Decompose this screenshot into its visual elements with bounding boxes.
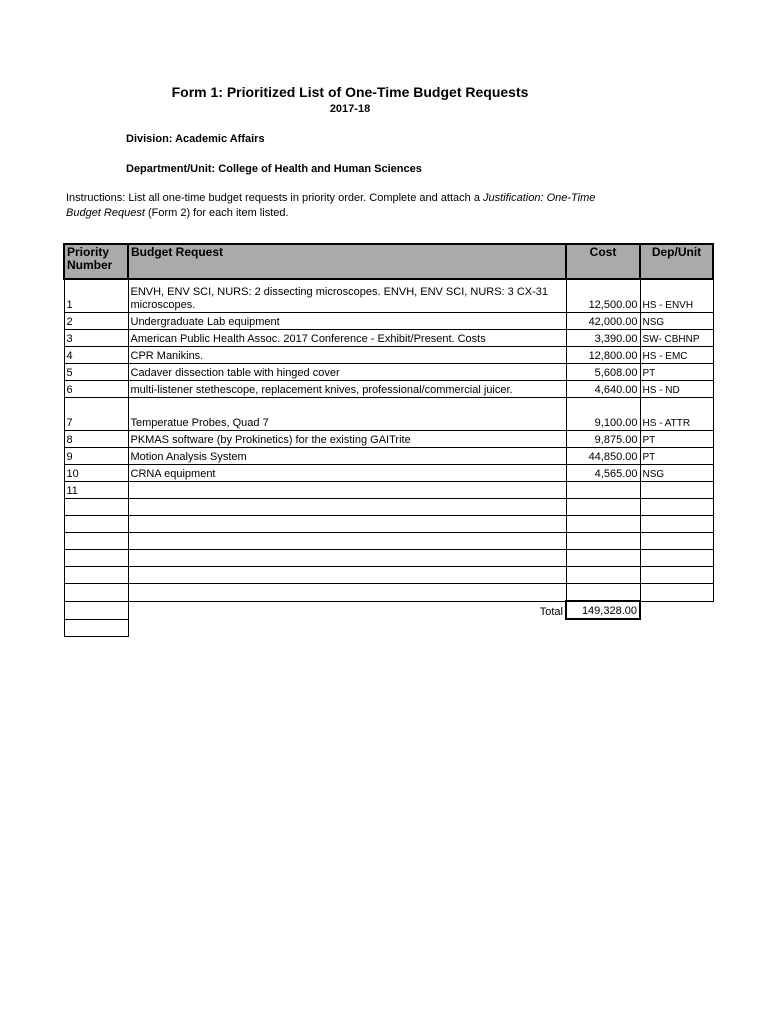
- request-cell: Temperatue Probes, Quad 7: [128, 398, 566, 431]
- cost-cell: [566, 516, 640, 533]
- instructions-form-reference: Justification: One-Time Budget Request: [66, 192, 596, 219]
- request-cell: multi-listener stethescope, replacement knives, professional/commercial juicer.: [128, 381, 566, 398]
- request-cell: Motion Analysis System: [128, 448, 566, 465]
- unit-cell: PT: [640, 364, 713, 381]
- cost-cell: 9,100.00: [566, 398, 640, 431]
- unit-cell: NSG: [640, 465, 713, 482]
- form-title: Form 1: Prioritized List of One-Time Budget Requests: [171, 84, 529, 100]
- priority-cell: 8: [64, 431, 128, 448]
- table-row-empty: [64, 516, 713, 533]
- unit-cell: [640, 567, 713, 584]
- priority-cell: [64, 567, 128, 584]
- table-row: [64, 465, 713, 482]
- priority-cell: 2: [64, 313, 128, 330]
- request-cell: [128, 567, 566, 584]
- table-row: [64, 381, 713, 398]
- request-cell: [128, 499, 566, 516]
- request-cell: CRNA equipment: [128, 465, 566, 482]
- table-row-empty: [64, 499, 713, 516]
- cost-cell: [566, 482, 640, 499]
- unit-cell: HS - ENVH: [640, 279, 713, 313]
- total-row: [64, 601, 713, 619]
- cost-cell: [566, 550, 640, 567]
- unit-cell: [640, 550, 713, 567]
- table-row: [64, 398, 713, 431]
- request-cell: [128, 516, 566, 533]
- total-value: 149,328.00: [566, 601, 640, 619]
- table-header-row: [64, 244, 713, 279]
- budget-request-table: [63, 243, 714, 637]
- cost-cell: [566, 533, 640, 550]
- request-cell: CPR Manikins.: [128, 347, 566, 364]
- trailing-row: [64, 619, 713, 636]
- table-row: [64, 279, 713, 313]
- fiscal-year: 2017-18: [329, 103, 371, 115]
- unit-cell: [640, 516, 713, 533]
- priority-cell: 11: [64, 482, 128, 499]
- total-label: Total: [539, 606, 563, 618]
- priority-cell: [64, 584, 128, 602]
- header-dep-unit: Dep/Unit: [640, 244, 713, 279]
- blank-cell: [640, 619, 713, 636]
- priority-cell: 1: [64, 279, 128, 313]
- priority-cell: 3: [64, 330, 128, 347]
- cost-cell: [566, 567, 640, 584]
- priority-cell: 4: [64, 347, 128, 364]
- header-cost: Cost: [566, 244, 640, 279]
- request-cell: [128, 482, 566, 499]
- cost-cell: [566, 499, 640, 516]
- blank-cell: [566, 619, 640, 636]
- table-row: [64, 313, 713, 330]
- blank-cell: [640, 601, 713, 619]
- division-label: Division: Academic Affairs: [126, 133, 265, 145]
- cost-cell: 12,800.00: [566, 347, 640, 364]
- request-cell: [128, 550, 566, 567]
- cost-cell: 42,000.00: [566, 313, 640, 330]
- cost-cell: 4,640.00: [566, 381, 640, 398]
- unit-cell: HS - ND: [640, 381, 713, 398]
- unit-cell: [640, 499, 713, 516]
- priority-cell: [64, 516, 128, 533]
- table-row: [64, 364, 713, 381]
- instructions-text-2: (Form 2) for each item listed.: [144, 207, 289, 219]
- cost-cell: 12,500.00: [566, 279, 640, 313]
- priority-cell: [64, 533, 128, 550]
- priority-cell: [64, 550, 128, 567]
- priority-cell: 9: [64, 448, 128, 465]
- table-row: [64, 448, 713, 465]
- request-cell: ENVH, ENV SCI, NURS: 2 dissecting microscopes. ENVH, ENV SCI, NURS: 3 CX-31 microscopes.: [128, 279, 566, 313]
- unit-cell: SW- CBHNP: [640, 330, 713, 347]
- table-row: [64, 482, 713, 499]
- cost-cell: 4,565.00: [566, 465, 640, 482]
- priority-cell: 6: [64, 381, 128, 398]
- cost-cell: 5,608.00: [566, 364, 640, 381]
- request-cell: PKMAS software (by Prokinetics) for the existing GAITrite: [128, 431, 566, 448]
- table-row-empty: [64, 584, 713, 602]
- request-cell: Undergraduate Lab equipment: [128, 313, 566, 330]
- unit-cell: PT: [640, 431, 713, 448]
- unit-cell: [640, 584, 713, 602]
- priority-cell: [64, 601, 128, 619]
- instructions-text-1: Instructions: List all one-time budget requests in priority order. Complete and attach a: [66, 192, 483, 204]
- priority-cell: 10: [64, 465, 128, 482]
- cost-cell: [566, 584, 640, 602]
- cost-cell: 3,390.00: [566, 330, 640, 347]
- unit-cell: HS - ATTR: [640, 398, 713, 431]
- table-row-empty: [64, 550, 713, 567]
- priority-cell: 7: [64, 398, 128, 431]
- table-row: [64, 347, 713, 364]
- department-label: Department/Unit: College of Health and Human Sciences: [126, 163, 422, 175]
- table-row: [64, 431, 713, 448]
- priority-cell: [64, 499, 128, 516]
- table-row: [64, 330, 713, 347]
- request-cell: [128, 533, 566, 550]
- unit-cell: [640, 533, 713, 550]
- priority-cell: [64, 619, 128, 636]
- header-priority-number: Priority Number: [64, 244, 128, 279]
- cost-cell: 9,875.00: [566, 431, 640, 448]
- cost-cell: 44,850.00: [566, 448, 640, 465]
- request-cell: [128, 584, 566, 602]
- unit-cell: NSG: [640, 313, 713, 330]
- unit-cell: PT: [640, 448, 713, 465]
- request-cell: Cadaver dissection table with hinged cover: [128, 364, 566, 381]
- header-budget-request: Budget Request: [128, 244, 566, 279]
- blank-cell: [128, 619, 566, 636]
- unit-cell: HS - EMC: [640, 347, 713, 364]
- table-row-empty: [64, 567, 713, 584]
- priority-cell: 5: [64, 364, 128, 381]
- instructions: [66, 191, 626, 221]
- request-cell: American Public Health Assoc. 2017 Conference - Exhibit/Present. Costs: [128, 330, 566, 347]
- unit-cell: [640, 482, 713, 499]
- table-row-empty: [64, 533, 713, 550]
